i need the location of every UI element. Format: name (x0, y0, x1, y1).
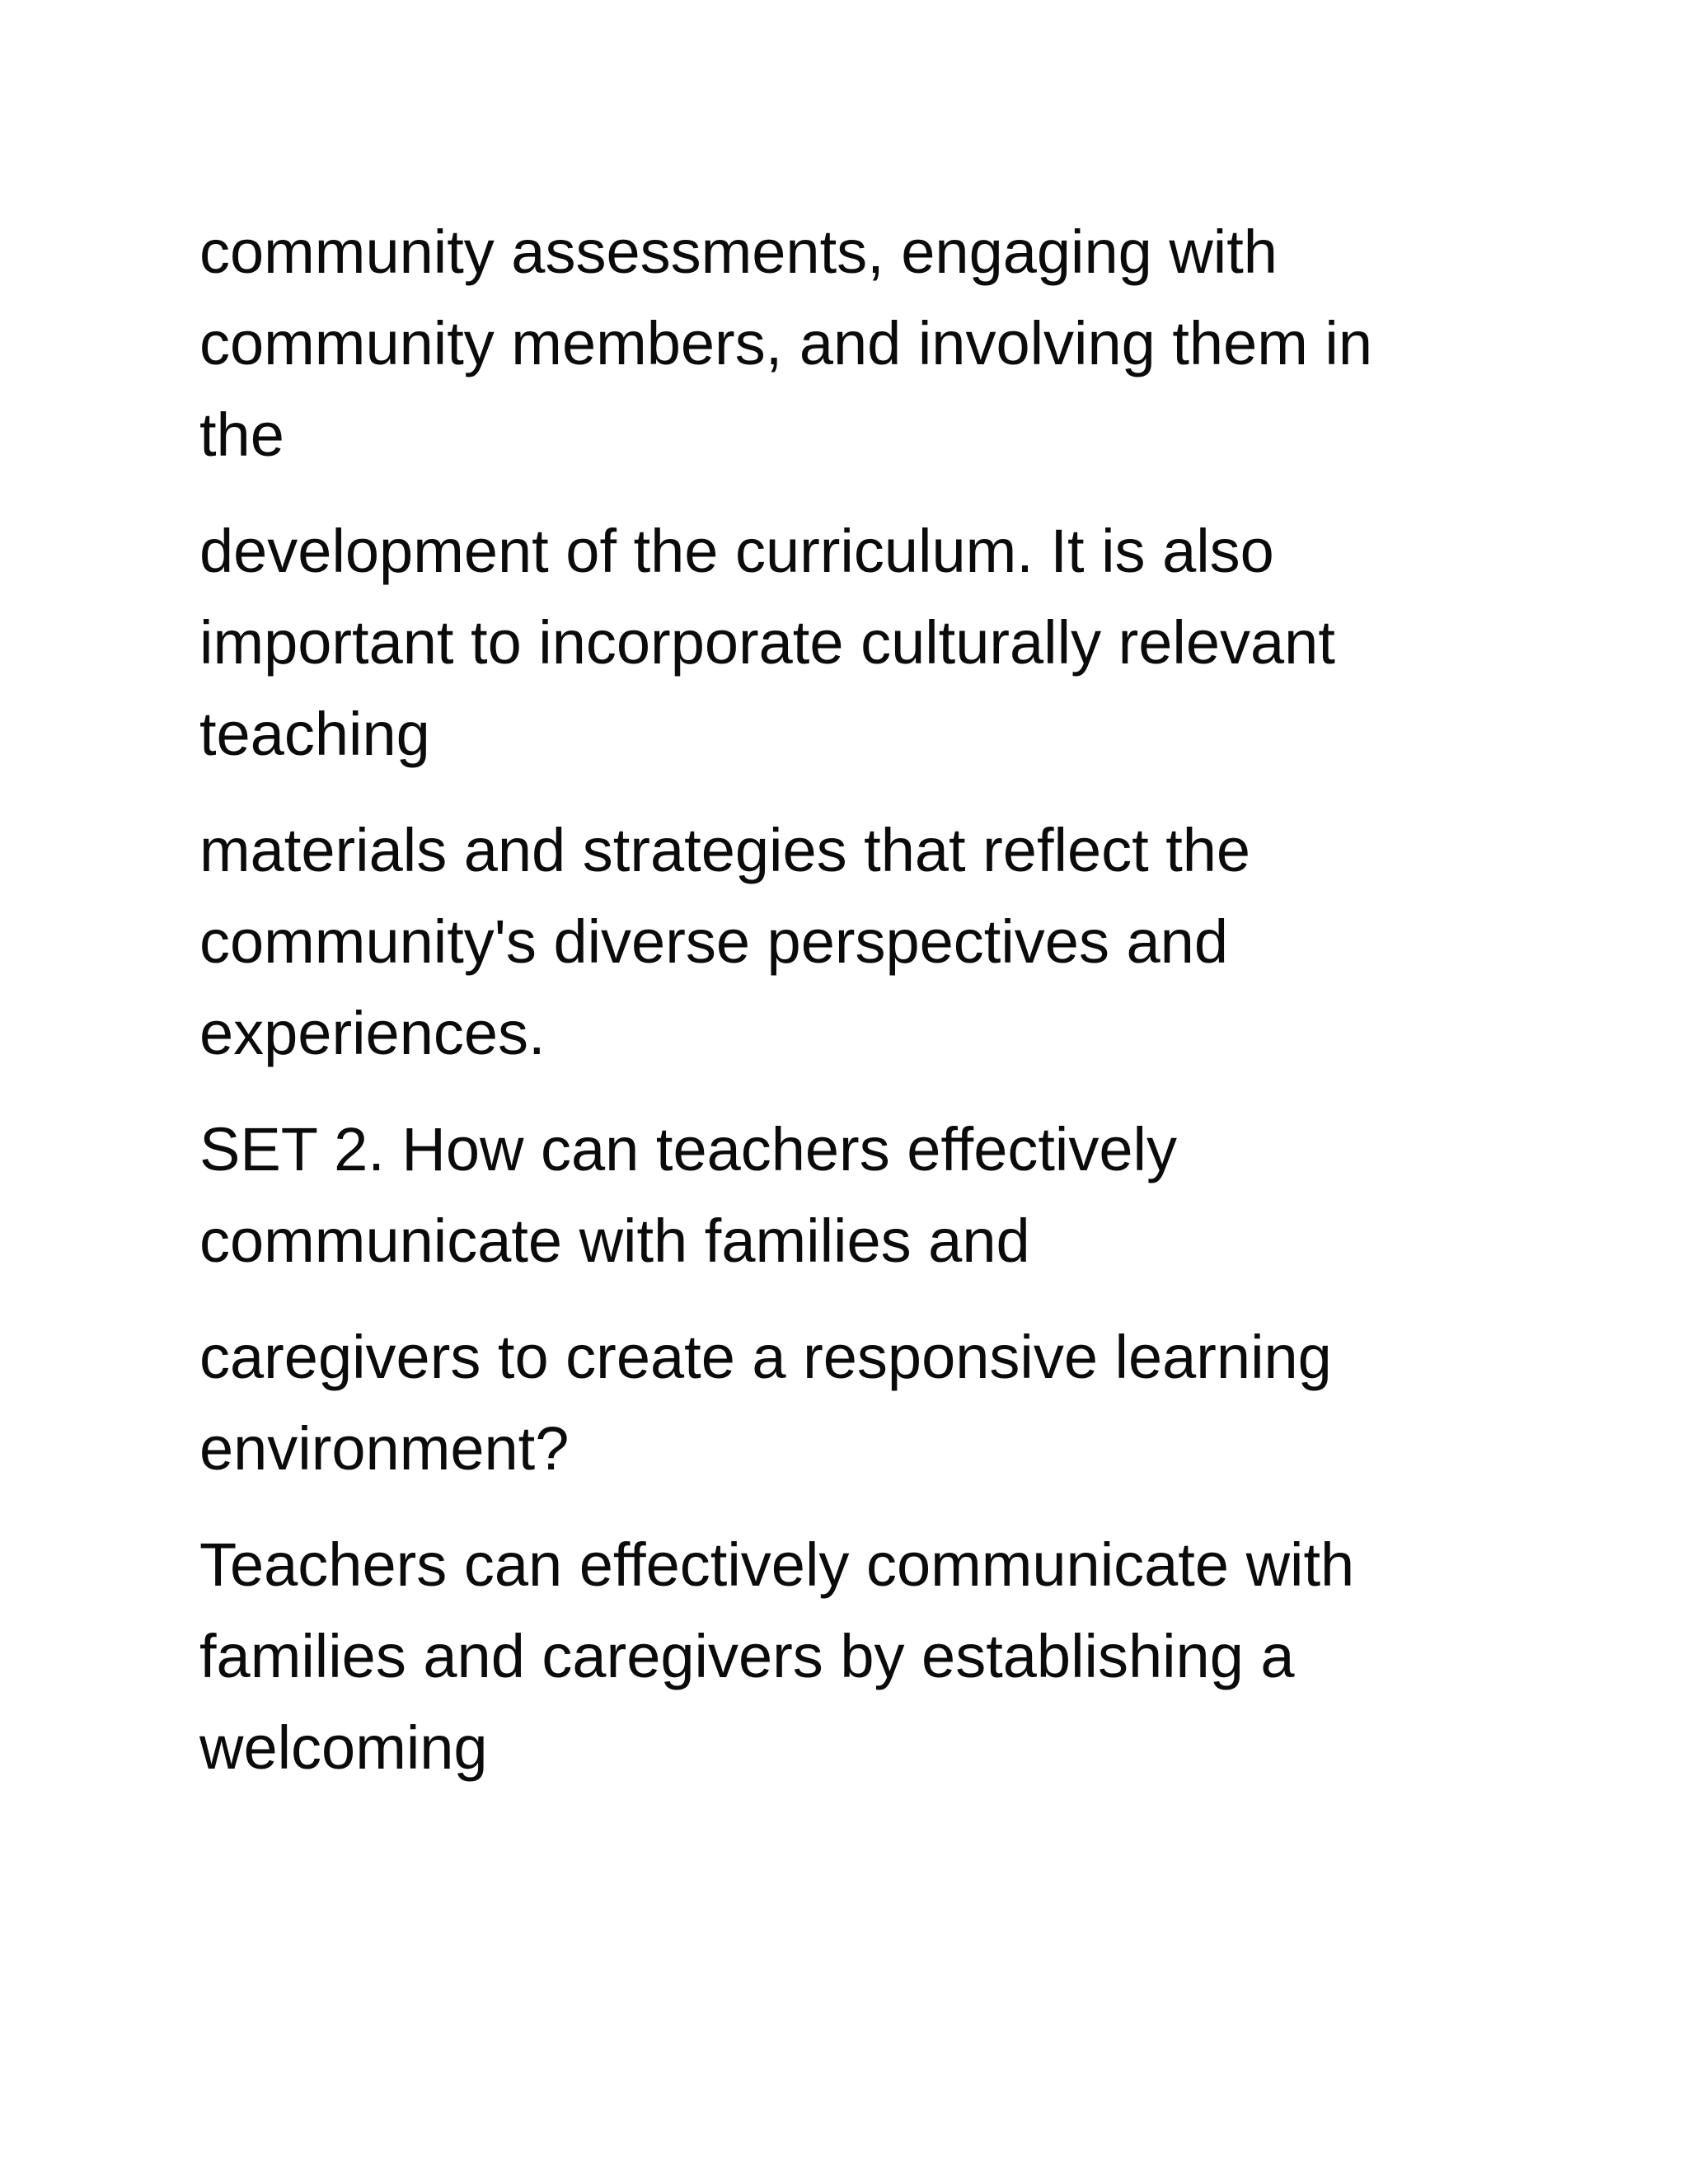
question-continuation (199, 1311, 1518, 1494)
text-line: materials and strategies that reflect the (199, 816, 1251, 884)
text-line: SET 2. How can teachers effectively (199, 1115, 1177, 1183)
text-line: communicate with families and (199, 1207, 1030, 1275)
text-line: teaching (199, 700, 430, 768)
answer-paragraph (199, 1519, 1518, 1793)
document-body (199, 206, 1518, 1818)
text-line: development of the curriculum. It is also (199, 517, 1274, 585)
text-line: families and caregivers by establishing a (199, 1622, 1295, 1690)
text-line: the (199, 401, 284, 469)
text-line: welcoming (199, 1713, 488, 1782)
text-line: caregivers to create a responsive learning (199, 1323, 1332, 1391)
question-heading (199, 1104, 1518, 1286)
text-line: community assessments, engaging with (199, 218, 1278, 286)
text-line: community's diverse perspectives and (199, 907, 1228, 976)
paragraph-1 (199, 206, 1518, 480)
text-line: environment? (199, 1414, 570, 1483)
text-line: important to incorporate culturally relevant (199, 608, 1335, 677)
text-line: experiences. (199, 999, 546, 1067)
paragraph-2 (199, 505, 1518, 780)
paragraph-3 (199, 804, 1518, 1079)
text-line: Teachers can effectively communicate with (199, 1530, 1355, 1599)
text-line: community members, and involving them in (199, 309, 1373, 377)
